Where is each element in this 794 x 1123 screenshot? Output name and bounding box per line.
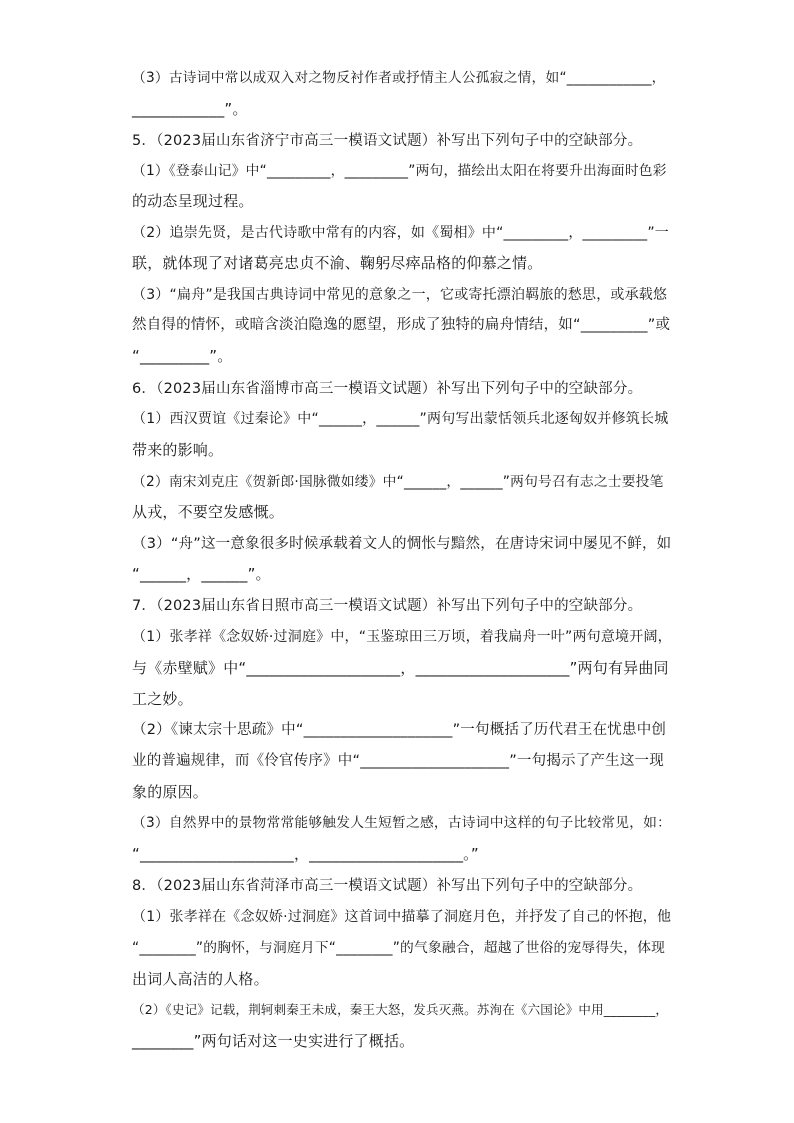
text-line: 业的普遍规律，而《伶官传序》中“____________________”一句揭示了产生这一现 (132, 753, 664, 769)
text-line: 出词人高洁的人格。 (132, 970, 269, 988)
text-line: 与《赤壁赋》中“____________________，____________________”两句有异曲同 (132, 659, 669, 677)
text-line: 象的原因。 (132, 783, 209, 801)
text-line: “____________________，____________________。” (132, 845, 479, 863)
text-line: “_________”。 (132, 347, 233, 365)
question-heading: 7．（2023届山东省日照市高三一模语文试题）补写出下列句子中的空缺部分。 (132, 598, 643, 614)
text-line: “______，______”。 (132, 565, 271, 583)
question-heading: 5．（2023届山东省济宁市高三一模语文试题）补写出下列句子中的空缺部分。 (132, 133, 643, 149)
text-line: 从戎，不要空发感慨。 (132, 503, 285, 521)
text-line: （1）《登泰山记》中“_________，_________”两句，描绘出太阳在将要升出海面时色彩 (132, 163, 667, 179)
text-line: （1）张孝祥在《念奴娇·过洞庭》这首词中描摹了洞庭月色，并抒发了自己的怀抱，他 (132, 909, 672, 925)
text-line: （2）《史记》记载，荆轲刺秦王未成，秦王大怒，发兵灭燕。苏洵在《六国论》中用________， (132, 1002, 669, 1017)
text-line: 的动态呈现过程。 (132, 192, 254, 210)
question-heading: 8．（2023届山东省菏泽市高三一模语文试题）补写出下列句子中的空缺部分。 (132, 878, 643, 894)
text-line: 然自得的情怀，或暗含淡泊隐逸的愿望，形成了独特的扁舟情结，如“_________”或 (132, 317, 671, 333)
text-line: “________”的胸怀，与洞庭月下“________”的气象融合，超越了世俗的宠辱得失，体现 (132, 940, 666, 956)
text-line: 带来的影响。 (132, 441, 224, 459)
text-line: （3）古诗词中常以成双入对之物反衬作者或抒情主人公孤寂之情，如“____________， (132, 70, 666, 86)
text-line: ________”两句话对这一史实进行了概括。 (132, 1032, 415, 1050)
text-line: （2）南宋刘克庄《贺新郎·国脉微如缕》中“______，______”两句号召有志之士要投笔 (132, 474, 664, 490)
text-line: （3）“扁舟”是我国古典诗词中常见的意象之一，它或寄托漂泊羁旅的愁思，或承载悠 (132, 287, 668, 303)
text-line: （2）《谏太宗十思疏》中“____________________”一句概括了历代君王在忧患中创 (132, 722, 667, 738)
question-heading: 6．（2023届山东省淄博市高三一模语文试题）补写出下列句子中的空缺部分。 (132, 381, 643, 397)
text-line: （2）追崇先贤，是古代诗歌中常有的内容，如《蜀相》中“_________，_________”一 (132, 225, 670, 241)
text-line: 联，就体现了对诸葛亮忠贞不渝、鞠躬尽瘁品格的仰慕之情。 (132, 254, 543, 272)
text-line: （1）张孝祥《念奴娇·过洞庭》中，“玉鉴琼田三万顷，着我扁舟一叶”两句意境开阔， (132, 629, 672, 645)
text-line: 工之妙。 (132, 690, 193, 708)
text-line: （3）“舟”这一意象很多时候承载着文人的惆怅与黯然，在唐诗宋词中屡见不鲜，如 (132, 536, 672, 552)
text-line: （1）西汉贾谊《过秦论》中“______，______”两句写出蒙恬领兵北逐匈奴并修筑长城 (132, 411, 669, 427)
text-line: ____________”。 (132, 100, 248, 118)
text-line: （3）自然界中的景物常常能够触发人生短暂之感，古诗词中这样的句子比较常见，如： (132, 815, 672, 831)
